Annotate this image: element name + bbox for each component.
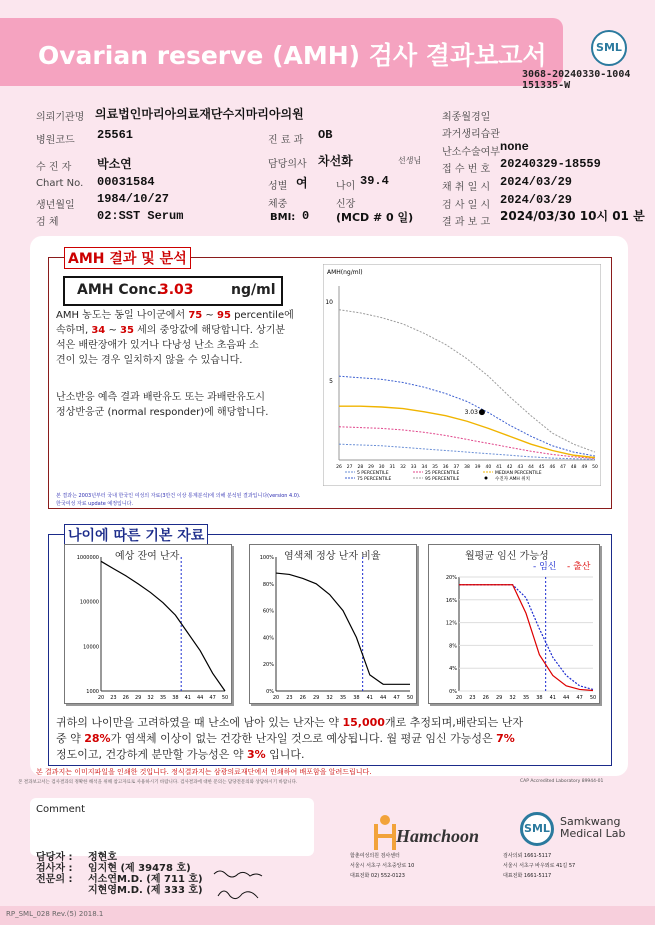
small-x-tick-label: 32	[509, 695, 516, 701]
amh-x-tick-label: 33	[410, 465, 417, 470]
comment-box	[30, 798, 314, 856]
amh-footnote-2: 한국여성 자료 update 예정입니다.	[56, 501, 134, 507]
amh-y-tick-label: 10	[325, 298, 333, 306]
amh-x-tick-label: 41	[496, 465, 502, 470]
amh-conc-value: 3.03	[159, 282, 194, 298]
small-x-tick-label: 44	[563, 695, 570, 701]
small-y-tick-label: 60%	[262, 608, 274, 615]
amh-x-tick-label: 45	[538, 465, 545, 470]
preg-legend-birth: - 출산	[567, 562, 591, 572]
weight-label: 체중	[268, 199, 288, 210]
birth-value: 3%	[247, 748, 266, 761]
amh-percentile-chart	[323, 264, 601, 486]
eggs-chart-pane	[64, 544, 232, 704]
amh-chart-ylabel: AMH(ng/ml)	[327, 269, 363, 276]
eggs-chart-title: 예상 잔여 난자	[115, 551, 180, 562]
amh-x-tick-label: 37	[453, 465, 460, 470]
small-x-tick-label: 29	[135, 695, 142, 701]
small-y-tick-label: 40%	[262, 635, 274, 642]
ovex-label: 난소수술여부	[442, 147, 500, 158]
small-x-tick-label: 32	[147, 695, 154, 701]
exam-label: 검 사 일 시	[442, 200, 491, 211]
doctor-suffix: 선생님	[398, 156, 422, 165]
small-x-tick-label: 47	[576, 695, 583, 701]
small-x-tick-label: 50	[406, 695, 414, 701]
small-y-tick-label: 4%	[449, 666, 457, 673]
small-x-tick-label: 20	[272, 695, 280, 701]
test-value: 02:SST Serum	[97, 209, 184, 223]
bmi-value: 0	[302, 209, 310, 223]
percentile-low: 75	[188, 310, 203, 321]
amh-x-tick-label: 28	[357, 465, 364, 470]
comment-label: Comment	[36, 804, 85, 815]
interpretation-notice: 본 결과보고서는 검사결과의 정확한 해석을 위해 참고자료로 사용하시기 바랍니다. 검사결과에 대한 문의는 담당전문의와 상담하시기 바랍니다.	[18, 780, 298, 785]
patient-value: 박소연	[97, 157, 132, 171]
reg-label: 접 수 번 호	[442, 164, 491, 175]
small-x-tick-label: 23	[286, 695, 293, 701]
small-x-tick-label: 29	[313, 695, 320, 701]
eggs-value: 15,000	[342, 716, 385, 729]
small-x-tick-label: 50	[589, 695, 597, 701]
amh-x-tick-label: 36	[442, 465, 449, 470]
amh-x-tick-label: 50	[592, 465, 598, 470]
small-x-tick-label: 26	[482, 695, 489, 701]
dept-value: OB	[318, 128, 333, 142]
small-x-tick-label: 41	[184, 695, 191, 701]
amh-x-tick-label: 44	[528, 465, 534, 470]
lmp-label: 최종월경일	[442, 112, 491, 123]
small-y-tick-label: 100%	[259, 555, 274, 561]
small-x-tick-label: 26	[299, 695, 306, 701]
small-x-tick-label: 38	[353, 695, 360, 701]
report-value: 2024/03/30 10시 01 분	[500, 209, 645, 223]
amh-conc-unit: ng/ml	[231, 282, 276, 298]
signatures	[212, 866, 268, 906]
sml-logo: SML	[591, 30, 627, 66]
small-x-tick-label: 47	[209, 695, 216, 701]
small-x-tick-label: 35	[339, 695, 347, 701]
collect-value: 2024/03/29	[500, 175, 573, 189]
amh-x-tick-label: 46	[549, 465, 556, 470]
small-x-tick-label: 23	[469, 695, 476, 701]
ovex-value: none	[500, 140, 529, 154]
print-notice: 본 결과지는 이미지파일을 인쇄한 것입니다. 정식결과지는 삼광의료재단에서 인쇄하여 배포함을 알려드립니다.	[36, 768, 372, 776]
amh-x-tick-label: 27	[346, 465, 353, 470]
cap-accreditation: CAP Accredited Laboratory 89944-01	[520, 779, 604, 784]
sml-footer-name: Samkwang Medical Lab	[560, 815, 626, 840]
chart-label: Chart No.	[36, 178, 84, 189]
amh-legend-label: 95 PERCENTILE	[425, 477, 460, 482]
age-low: 34	[91, 325, 106, 336]
dept-label: 진 료 과	[268, 135, 304, 146]
amh-legend-label: 5 PERCENTILE	[357, 471, 389, 476]
small-y-tick-label: 1000000	[76, 555, 99, 561]
patient-label: 수 진 자	[36, 162, 72, 173]
dob-label: 생년월일	[36, 200, 75, 211]
small-x-tick-label: 23	[110, 695, 117, 701]
basic-section-title: 나이에 따른 기본 자료	[64, 524, 208, 546]
small-x-tick-label: 44	[380, 695, 387, 701]
small-x-tick-label: 20	[455, 695, 463, 701]
amh-x-tick-label: 29	[368, 465, 374, 470]
small-y-tick-label: 10000	[83, 644, 99, 651]
small-x-tick-label: 38	[536, 695, 543, 701]
small-series-line	[459, 585, 593, 690]
amh-x-tick-label: 26	[336, 465, 342, 470]
small-y-tick-label: 1000	[86, 689, 99, 695]
age-high: 35	[120, 325, 134, 336]
small-y-tick-label: 20%	[262, 662, 274, 669]
exam-value: 2024/03/29	[500, 193, 573, 207]
chart-value: 00031584	[97, 175, 155, 189]
history-label: 과거생리습관	[442, 129, 500, 140]
staff-row: 검사자 : 임지현 (제 39478 호)	[36, 863, 191, 874]
small-y-tick-label: 80%	[262, 581, 274, 588]
small-y-tick-label: 0%	[449, 689, 457, 695]
page-title: Ovarian reserve (AMH) 검사 결과보고서	[38, 41, 547, 70]
height-label: 신장	[336, 199, 356, 210]
chrom-chart-pane	[249, 544, 417, 704]
amh-x-tick-label: 35	[432, 465, 438, 470]
preg-chart-title: 월평균 임신 가능성	[465, 551, 549, 562]
amh-footnote-1: 본 결과는 2003년부터 국내 한국인 여성의 자료(3만건 이상 통계분석)에 의해 분석된 결과입니다(version 4.0).	[56, 493, 301, 499]
small-y-tick-label: 0%	[266, 689, 274, 695]
small-y-tick-label: 12%	[445, 620, 457, 627]
small-x-tick-label: 26	[122, 695, 129, 701]
amh-patient-point-label: 3.03	[464, 409, 478, 417]
amh-x-tick-label: 31	[389, 465, 396, 470]
preg-value: 7%	[496, 732, 515, 745]
amh-description: AMH 농도는 동일 나이군에서 75 ~ 95 percentile에 속하며, 34 ~ 35 세의 중앙값에 해당합니다. 상기분 석은 배란장애가 있거나 다낭성 난소 초음파 소 견이 있는 경우 일치하지 않을 수 있습니다. 난소반응 예측 결과 배란유도 또는 과배란유도시 정상반응군 (normal responder)에 해당합니다.	[56, 310, 294, 418]
amh-x-tick-label: 40	[485, 465, 492, 470]
amh-x-tick-label: 34	[421, 465, 428, 470]
amh-legend-point	[485, 477, 488, 480]
small-x-tick-label: 44	[197, 695, 204, 701]
hospital-code-value: 25561	[97, 128, 134, 142]
amh-x-tick-label: 48	[570, 465, 577, 470]
reg-value: 20240329-18559	[500, 157, 601, 171]
small-x-tick-label: 50	[221, 695, 229, 701]
report-label: 결 과 보 고	[442, 217, 491, 228]
preg-chart-pane	[428, 544, 600, 704]
amh-legend-label: 75 PERCENTILE	[357, 477, 392, 482]
sex-value: 여	[296, 176, 308, 190]
chrom-value: 28%	[84, 732, 111, 745]
small-y-tick-label: 100000	[79, 599, 99, 606]
basic-summary: 귀하의 나이만을 고려하였을 때 난소에 남아 있는 난자는 약 15,000개로 추정되며,배란되는 난자 중 약 28%가 염색체 이상이 없는 건강한 난자일 것으로 예상됩니다. 월 평균 임신 가능성은 7% 정도이고, 건강하게 분만할 가능성은 약 3% 입니다.	[56, 716, 523, 761]
amh-conc-box	[63, 276, 283, 306]
amh-conc-label: AMH Conc.	[77, 282, 162, 298]
institution-value: 의료법인마리아의료재단수지마리아의원	[95, 107, 304, 121]
percentile-high: 95	[216, 310, 231, 321]
small-x-tick-label: 47	[393, 695, 400, 701]
small-series-line	[101, 561, 225, 691]
small-x-tick-label: 35	[522, 695, 530, 701]
small-x-tick-label: 38	[172, 695, 179, 701]
amh-section-title: AMH 결과 및 분석	[64, 247, 191, 269]
small-x-tick-label: 35	[159, 695, 167, 701]
hamchoon-name: Hamchoon	[396, 826, 480, 846]
small-y-tick-label: 20%	[445, 575, 457, 581]
small-x-tick-label: 41	[549, 695, 556, 701]
amh-patient-point	[479, 409, 485, 415]
small-x-tick-label: 41	[366, 695, 373, 701]
staff-row: 담당자 : 정현호	[36, 852, 117, 863]
sex-label: 성별	[268, 181, 288, 192]
amh-legend-label: MEDIAN PERCENTILE	[495, 471, 542, 476]
amh-x-tick-label: 30	[378, 465, 385, 470]
hamchoon-address: 함춘여성의원 검사센터 서울시 서초구 서초중앙로 10 대표전화 02) 552-0123	[350, 853, 415, 879]
small-y-tick-label: 16%	[445, 597, 457, 604]
report-number: 3068-20240330-1004 151335-W	[522, 69, 631, 91]
staff-list	[36, 852, 203, 896]
small-x-tick-label: 29	[496, 695, 503, 701]
small-x-tick-label: 32	[326, 695, 333, 701]
doctor-value: 차선화	[318, 154, 353, 168]
amh-x-tick-label: 32	[400, 465, 406, 470]
staff-row: 전문의 : 서소연M.D. (제 711 호)	[36, 874, 203, 885]
small-series-line	[276, 573, 410, 684]
sml-address: 검사의뢰 1661-5117 서울시 서초구 바우뫼로 41길 57 대표전화 1661-5117	[503, 853, 576, 879]
small-y-tick-label: 8%	[449, 643, 457, 650]
dob-value: 1984/10/27	[97, 192, 170, 206]
hospital-code-label: 병원코드	[36, 135, 75, 146]
age-value: 39.4	[360, 174, 389, 188]
mcd-value: (MCD # 0 일)	[336, 211, 414, 224]
amh-x-tick-label: 39	[474, 465, 481, 470]
sml-footer-logo: SML	[520, 812, 554, 846]
doctor-label: 담당의사	[268, 159, 307, 170]
age-label: 나이	[336, 181, 356, 192]
amh-x-tick-label: 43	[517, 465, 524, 470]
small-x-tick-label: 20	[97, 695, 105, 701]
amh-x-tick-label: 38	[464, 465, 470, 470]
amh-legend-label: 25 PERCENTILE	[425, 471, 460, 476]
test-label: 검 체	[36, 217, 59, 228]
amh-legend-point-label: 수진자 AMH 위치	[495, 477, 530, 482]
amh-x-tick-label: 49	[581, 465, 588, 470]
staff-row: 지현영M.D. (제 333 호)	[88, 885, 203, 896]
amh-x-tick-label: 42	[506, 465, 513, 470]
chrom-chart-title: 염색체 정상 난자 비율	[284, 551, 381, 562]
bmi-label: BMI:	[270, 212, 296, 223]
amh-y-tick-label: 5	[329, 377, 333, 385]
preg-legend-pregnancy: - 임신	[533, 562, 557, 572]
small-series-line	[459, 585, 593, 691]
collect-label: 채 취 일 시	[442, 182, 491, 193]
amh-x-tick-label: 47	[560, 465, 566, 470]
document-code: RP_SML_028 Rev.(5) 2018.1	[6, 910, 104, 918]
institution-label: 의뢰기관명	[36, 112, 85, 123]
